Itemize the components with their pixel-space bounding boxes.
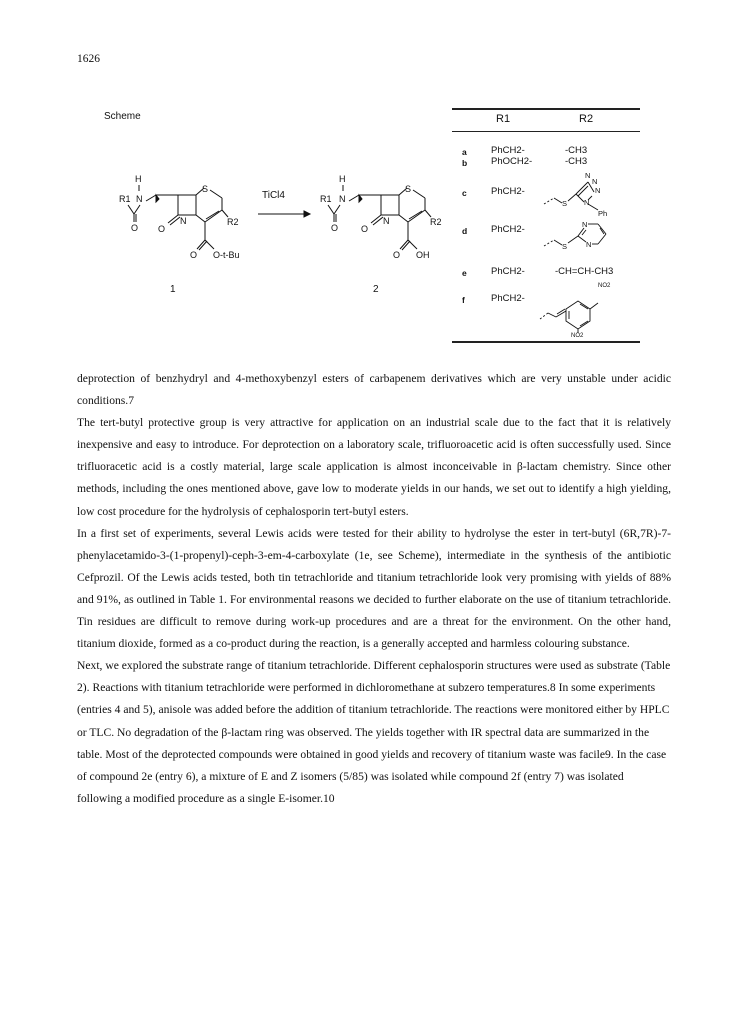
row-letter-c: c — [462, 188, 467, 198]
pyrimidine-n2: N — [586, 240, 592, 249]
nitro-group-1: NO2 — [598, 283, 611, 289]
atom-o-2c: O — [393, 250, 401, 260]
page-number: 1626 — [77, 53, 100, 65]
body-text — [77, 368, 671, 810]
atom-r1-1: R1 — [119, 194, 131, 204]
atom-n-2: N — [339, 194, 346, 204]
atom-o-1a: O — [131, 223, 139, 233]
paragraph-4: Next, we explored the substrate range of titanium tetrachloride. Different cephalosporin structures were used as substrate (Table 2). Reactions with titanium tetrachloride were performed in dichloromethane at subzero temperatures.8 In some experiments (entries 4 and 5), anisole was added before the addition of titanium tetrachloride. The reactions were monitored either by HPLC or TLC. No degradation of the β-lactam ring was observed. The yields together with IR spectral data are summarized in the table. Most of the deprotected compounds were obtained in good yields and recovery of titanium waste was facile9. In the case of compound 2e (entry 6), a mixture of E and Z isomers (5/85) was isolated while compound 2f (entry 7) was isolated following a modified procedure as a single E-isomer.10 — [77, 659, 671, 805]
dinitrophenyl-substituent — [538, 275, 638, 337]
row-a-r1: PhCH2- — [491, 145, 525, 156]
atom-n-ring-1: N — [180, 216, 187, 226]
table-top-rule — [452, 108, 640, 110]
row-letter-a: a — [462, 147, 467, 157]
reaction-scheme — [100, 150, 450, 310]
tetrazole-ph: Ph — [598, 209, 608, 218]
atom-o-1b: O — [158, 224, 166, 234]
acid-group: OH — [416, 250, 430, 260]
atom-r2-2: R2 — [430, 217, 442, 227]
atom-s-2: S — [405, 184, 412, 194]
row-letter-e: e — [462, 268, 467, 278]
tetrazole-substituent — [540, 168, 630, 218]
paragraph-3: In a first set of experiments, several Lewis acids were tested for their ability to hydrolyse the ester in tert-butyl (6R,7R)-7-phenylacetamido-3-(1-propenyl)-ceph-3-em-4-carboxylate (1e, see Scheme), intermediate in the synthesis of the antibiotic Cefprozil. Of the Lewis acids tested, both tin tetrachloride and titanium tetrachloride look very promising with yields of 88% and 91%, as outlined in Table 1. For environmental reasons we decided to further elaborate on the use of titanium tetrachloride. Tin residues are difficult to remove during work-up procedures and are a threat for the environment. On the other hand, titanium dioxide, formed as a co-product during the reaction, is a generally accepted and harmless colouring substance. — [77, 526, 671, 651]
compound-1-label: 1 — [170, 284, 176, 295]
pyrimidine-s: S — [562, 242, 568, 251]
tetrazole-n4: N — [584, 198, 590, 207]
reagent-label: TiCl4 — [262, 190, 285, 201]
ester-group: O-t-Bu — [213, 250, 240, 260]
atom-h-2: H — [339, 174, 346, 184]
atom-o-2a: O — [331, 223, 339, 233]
row-e-r2: -CH=CH-CH3 — [555, 266, 614, 277]
row-letter-b: b — [462, 158, 468, 168]
atom-h-1: H — [135, 174, 142, 184]
row-b-r2: -CH3 — [565, 156, 588, 167]
row-c-r1: PhCH2- — [491, 186, 525, 197]
pyrimidine-n1: N — [582, 220, 588, 229]
paragraph-1: deprotection of benzhydryl and 4-methoxybenzyl esters of carbapenem derivatives which are very unstable under acidic conditions.7 — [77, 372, 671, 408]
tetrazole-n3: N — [595, 186, 601, 195]
nitro-group-2: NO2 — [571, 333, 584, 339]
row-b-r1: PhOCH2- — [491, 156, 533, 167]
atom-o-1c: O — [190, 250, 198, 260]
table-header-rule — [452, 131, 640, 132]
pyrimidine-substituent — [540, 216, 630, 260]
tetrazole-n1: N — [585, 171, 591, 180]
row-f-r1: PhCH2- — [491, 293, 525, 304]
table-header-r1: R1 — [496, 113, 511, 125]
tetrazole-s: S — [562, 199, 568, 208]
atom-r1-2: R1 — [320, 194, 332, 204]
tetrazole-n2: N — [592, 177, 598, 186]
paragraph-2: The tert-butyl protective group is very attractive for application on an industrial scale due to the fact that it is relatively inexpensive and easy to introduce. For deprotection on a laboratory scale, trifluoroacetic acid is often successfully used. Since trifluoracetic acid is a costly material, large scale application is almost inconceivable in β-lactam chemistry. Since other methods, including the ones mentioned above, gave low to moderate yields in our hands, we set out to identify a high yielding, low cost procedure for the hydrolysis of cephalosporin tert-butyl esters. — [77, 416, 671, 518]
row-d-r1: PhCH2- — [491, 224, 525, 235]
atom-o-2b: O — [361, 224, 369, 234]
row-a-r2: -CH3 — [565, 145, 588, 156]
table-header-r2: R2 — [579, 113, 594, 125]
scheme-label: Scheme — [104, 111, 141, 122]
row-letter-d: d — [462, 226, 468, 236]
row-letter-f: f — [462, 295, 465, 305]
atom-r2-1: R2 — [227, 217, 239, 227]
row-e-r1: PhCH2- — [491, 266, 525, 277]
atom-n-ring-2: N — [383, 216, 390, 226]
atom-n-1: N — [136, 194, 143, 204]
table-bottom-rule — [452, 341, 640, 343]
atom-s-1: S — [202, 184, 209, 194]
compound-2-label: 2 — [373, 284, 379, 295]
